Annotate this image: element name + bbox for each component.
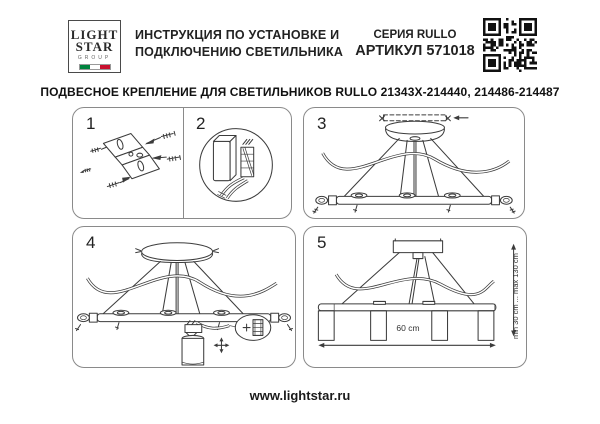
logo-text-star: STAR	[75, 39, 114, 54]
step-3-drawing-suspension	[304, 108, 524, 218]
step-4-panel	[72, 226, 296, 368]
subtitle: ПОДВЕСНОЕ КРЕПЛЕНИЕ ДЛЯ СВЕТИЛЬНИКОВ RULLO 21343X-214440, 214486-214487	[40, 85, 560, 99]
step-3-number: 3	[317, 114, 327, 133]
step-2-number: 2	[196, 114, 206, 133]
series-label: СЕРИЯ RULLO	[373, 29, 457, 41]
step-1-2-panel	[72, 107, 292, 219]
website-url: www.lightstar.ru	[249, 388, 351, 403]
qr-code-icon	[483, 18, 537, 72]
title-line-2: ПОДКЛЮЧЕНИЮ СВЕТИЛЬНИКА	[135, 45, 344, 59]
article-label: АРТИКУЛ 571018	[355, 43, 475, 59]
step-5-number: 5	[317, 233, 327, 252]
logo-text-light: LIGHT	[70, 27, 119, 42]
italy-flag-icon	[79, 64, 111, 70]
step-5-drawing-final-fixture	[304, 227, 526, 367]
step-1-number: 1	[86, 114, 96, 133]
step-3-panel	[303, 107, 525, 219]
title-line-1: ИНСТРУКЦИЯ ПО УСТАНОВКЕ И	[135, 28, 340, 42]
step-4-number: 4	[86, 233, 96, 252]
step-2-drawing-connector	[73, 108, 291, 218]
logo-text-group: GROUP	[77, 55, 112, 61]
series-block	[350, 29, 480, 59]
height-dimension-label: min 30 cm ... max 130 cm	[511, 253, 520, 339]
width-dimension-label: 60 cm	[396, 323, 420, 333]
page-title	[135, 27, 343, 61]
step-5-panel	[303, 226, 527, 368]
lightstar-logo	[68, 20, 121, 73]
step-4-drawing-shade-mounting	[73, 227, 295, 367]
